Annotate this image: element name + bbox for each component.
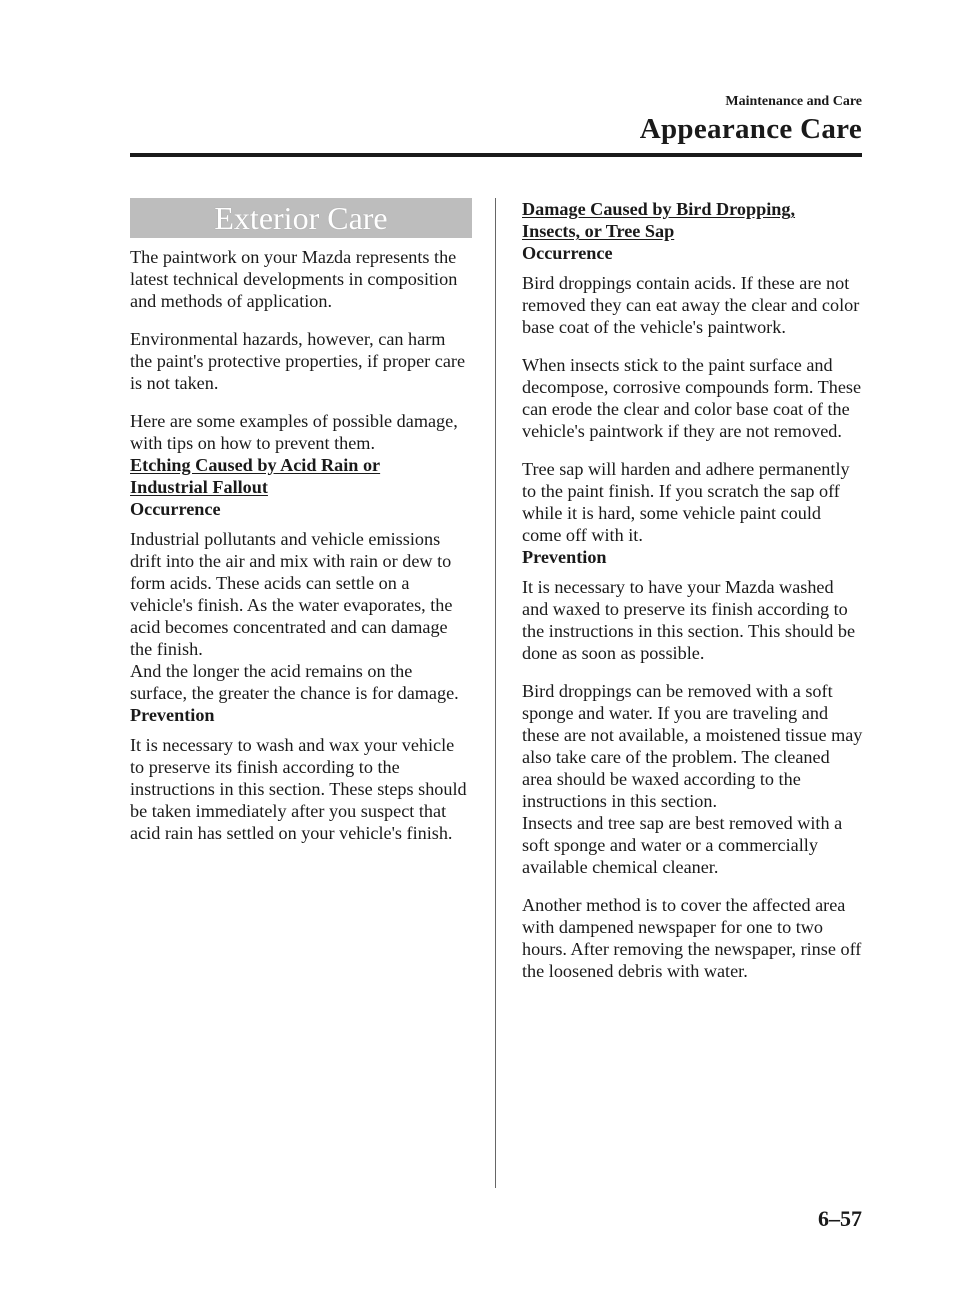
- prevention-label: Prevention: [130, 705, 215, 725]
- occurrence-text-1: Industrial pollutants and vehicle emissions drift into the air and mix with rain or dew to form acids. These acids can settle on a vehicle's finish. As the water evaporates, the acid becomes concentrated and can damage the finish.: [130, 529, 453, 659]
- heading-line-2: Industrial Fallout: [130, 477, 268, 497]
- heading-line-1: Damage Caused by Bird Dropping,: [522, 199, 796, 219]
- occurrence-text-1: Bird droppings contain acids. If these are not removed they can eat away the clear and color base coat of the vehicle's paintwork.: [522, 273, 860, 337]
- prevention-text-4: Another method is to cover the affected area with dampened newspaper for one to two hours. After removing the newspaper, rinse off the loosened debris with water.: [522, 895, 862, 981]
- header-section-label: Maintenance and Care: [725, 94, 862, 109]
- occurrence-text-3: Tree sap will harden and adhere permanently to the paint finish. If you scratch the sap off while it is hard, some vehicle paint could come off with it.: [522, 459, 850, 545]
- subsection-heading-etching: [130, 454, 472, 498]
- header-rule: [130, 153, 862, 157]
- heading-line-2: Insects, or Tree Sap: [522, 221, 675, 241]
- prevention-text-2: Bird droppings can be removed with a soft sponge and water. If you are traveling and these are not available, a moistened tissue may also take care of the problem. The cleaned area should be waxed according to the instructions in this section.: [522, 681, 863, 811]
- section-banner: Exterior Care: [130, 198, 472, 238]
- intro-paragraph-1: The paintwork on your Mazda represents the latest technical developments in composition and methods of application.: [130, 247, 458, 311]
- prevention-text: It is necessary to wash and wax your vehicle to preserve its finish according to the instructions in this section. These steps should be taken immediately after you suspect that acid rain has settled on your vehicle's finish.: [130, 735, 467, 843]
- occurrence-text-2: When insects stick to the paint surface and decompose, corrosive compounds form. These can erode the clear and color base coat of the vehicle's paintwork if they are not removed.: [522, 355, 862, 441]
- prevention-text-3: Insects and tree sap are best removed with a soft sponge and water or a commercially available chemical cleaner.: [522, 813, 843, 877]
- subsection-heading-bird: [522, 198, 864, 242]
- occurrence-label: Occurrence: [130, 499, 221, 519]
- occurrence-label: Occurrence: [522, 243, 613, 263]
- right-column: [522, 198, 864, 982]
- intro-paragraph-2: Environmental hazards, however, can harm the paint's protective properties, if proper care is not taken.: [130, 329, 466, 393]
- heading-line-1: Etching Caused by Acid Rain or: [130, 455, 381, 475]
- prevention-text-1: It is necessary to have your Mazda washed and waxed to preserve its finish according to the instructions in this section. This should be done as soon as possible.: [522, 577, 856, 663]
- column-divider: [495, 198, 496, 1188]
- page-title: Appearance Care: [639, 113, 862, 145]
- page-number: 6–57: [818, 1206, 862, 1231]
- intro-paragraph-3: Here are some examples of possible damage, with tips on how to prevent them.: [130, 411, 458, 453]
- left-column: [130, 198, 472, 844]
- occurrence-text-2: And the longer the acid remains on the surface, the greater the chance is for damage.: [130, 661, 459, 703]
- prevention-label: Prevention: [522, 547, 607, 567]
